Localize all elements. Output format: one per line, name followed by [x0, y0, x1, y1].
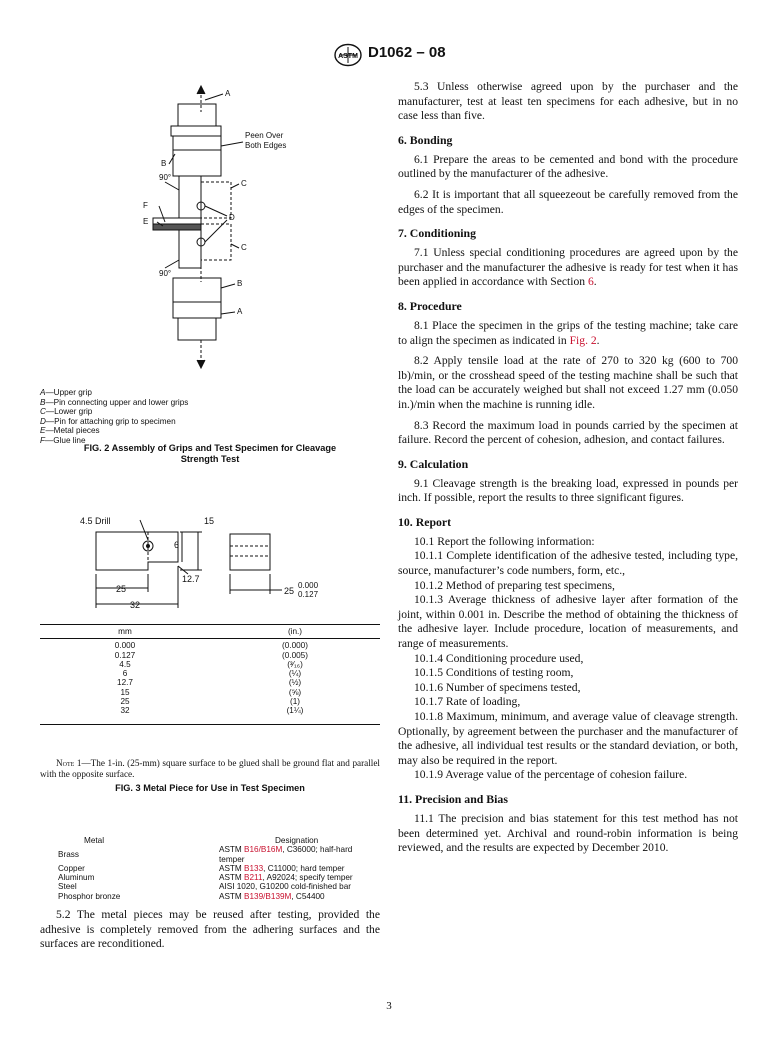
fig2-caption: FIG. 2 Assembly of Grips and Test Specimen for Cleavage Strength Test	[83, 443, 337, 464]
paragraph-8-2: 8.2 Apply tensile load at the rate of 270 to 320 kg (600 to 700 lb)/min, or the crosshead speed of the testing machine shall be such that the load can be accurately weighed but shall not exceed 1.27 mm (0.050 in.)/min when the machine is running idle.	[398, 354, 738, 411]
fig2-legend	[40, 388, 380, 445]
fig2-label-b-bottom: B	[237, 279, 243, 288]
paragraph-10-1-1: 10.1.1 Complete identification of the adhesive tested, including type, source, manufacturer’s code numbers, form, etc.,	[398, 549, 738, 578]
fig3-dim-32: 32	[130, 600, 141, 610]
table-row: 0.000 (0.000)	[114, 641, 308, 651]
fig2-label-b-top: B	[161, 159, 167, 168]
table-row: Aluminum ASTM B211, A92024; specify temper	[58, 873, 353, 883]
legend-item: E—Metal pieces	[40, 426, 100, 435]
table-row: 4.5 (³⁄₁₆)	[119, 659, 303, 669]
section-heading-11: 11. Precision and Bias	[398, 791, 508, 806]
table-row: 32 (1¼)	[120, 706, 304, 716]
fig2-label-e: E	[143, 217, 149, 226]
legend-item: A—Upper grip	[40, 388, 92, 397]
table-row: 25 (1)	[120, 697, 300, 707]
section-heading-9: 9. Calculation	[398, 456, 469, 471]
table-row: 15 (⅝)	[120, 687, 302, 697]
fig2-angle-top: 90°	[159, 173, 172, 182]
section-heading-7: 7. Conditioning	[398, 226, 477, 241]
fig2-angle-bottom: 90°	[159, 269, 172, 278]
legend-item: B—Pin connecting upper and lower grips	[40, 397, 189, 407]
fig2-label-d: D	[229, 213, 235, 222]
paragraph-11-1: 11.1 The precision and bias statement for this test method has not been determined yet. Archival and round-robin information is being reviewed, and the results are expected by December 2010.	[398, 811, 738, 855]
paragraph-10-1-2: 10.1.2 Method of preparing test specimens,	[414, 578, 615, 592]
paragraph-5-3: 5.3 Unless otherwise agreed upon by the purchaser and the manufacturer, test at least ten specimens for each adhesive, but in no case less than five.	[398, 80, 738, 123]
table-row: Brass ASTM B16/B16M, C36000; half-hard temper	[58, 845, 353, 864]
fig3-tol-lower: 0.127	[298, 590, 319, 599]
section-link[interactable]: 6	[587, 275, 594, 289]
legend-item: F—Glue line	[40, 435, 86, 445]
paragraph-9-1: 9.1 Cleavage strength is the breaking load, expressed in pounds per inch. If possible, report the results to three significant figures.	[398, 476, 738, 505]
fig2-label-a-top: A	[225, 89, 231, 98]
page-header	[0, 40, 778, 70]
fig3-dim-12-7: 12.7	[182, 574, 200, 584]
metals-header-designation: Designation	[275, 836, 319, 845]
fig2-assembly-drawing	[135, 82, 295, 374]
fig3-note: Note 1—The 1-in. (25-mm) square surface to be glued shall be ground flat and parallel with the opposite surface.	[40, 758, 380, 779]
astm-logo-icon	[333, 43, 363, 67]
table-row: 0.127 (0.005)	[114, 650, 308, 660]
legend-item: C—Lower grip	[40, 407, 93, 416]
fig3-conversion-table	[40, 624, 380, 725]
fig2-label-f: F	[143, 201, 148, 210]
fig3-dim-6: 6	[174, 540, 180, 550]
table-row: Phosphor bronze ASTM B139/B139M, C54400	[58, 891, 325, 901]
section-heading-8: 8. Procedure	[398, 298, 462, 313]
paragraph-10-1-3: 10.1.3 Average thickness of adhesive layer after formation of the joint, within 0.001 in. Describe the method of obtaining the thickness of the adhesive layer. Include procedure, location of measurements, and range of measurements.	[398, 593, 738, 651]
paragraph-10-1-4: 10.1.4 Conditioning procedure used,	[414, 651, 584, 665]
right-column	[398, 80, 738, 856]
table-header-mm: mm	[118, 627, 132, 636]
document-designation: D1062 – 08	[368, 44, 446, 61]
table-row: 6 (¼)	[122, 669, 302, 679]
table-row: Steel AISI 1020, G10200 cold-finished bar	[58, 882, 351, 892]
reference-link[interactable]: B211	[244, 873, 263, 883]
fig2-peen-label-2: Both Edges	[245, 141, 287, 150]
page-number: 3	[386, 1000, 392, 1012]
fig2-label-a-bottom: A	[237, 307, 243, 316]
paragraph-8-1: 8.1 Place the specimen in the grips of the testing machine; take care to align the specimen as indicated in Fig. 2.	[398, 318, 738, 347]
paragraph-10-1-7: 10.1.7 Rate of loading,	[414, 695, 521, 709]
paragraph-10-1-5: 10.1.5 Conditions of testing room,	[414, 666, 574, 680]
paragraph-10-1: 10.1 Report the following information:	[414, 534, 595, 548]
fig3-drill-label: 4.5 Drill	[80, 516, 111, 526]
figure-link[interactable]: Fig. 2	[569, 333, 597, 347]
fig3-dim-15: 15	[204, 516, 215, 526]
paragraph-5-2: 5.2 The metal pieces may be reused after testing, provided the adhesive is completely removed from the adhering surfaces and the surfaces are reconditioned.	[40, 908, 380, 951]
paragraph-10-1-9: 10.1.9 Average value of the percentage of cohesion failure.	[414, 768, 688, 782]
paragraph-10-1-6: 10.1.6 Number of specimens tested,	[414, 680, 581, 694]
paragraph-6-1: 6.1 Prepare the areas to be cemented and bond with the procedure outlined by the manufacturer of the adhesive.	[398, 152, 738, 181]
paragraph-10-1-8: 10.1.8 Maximum, minimum, and average value of cleavage strength. Optionally, by agreement between the purchaser and the manufacturer of the adhesive, all individual test results or the standard deviation, or both, may also be required in the report.	[398, 710, 738, 767]
fig3-caption: FIG. 3 Metal Piece for Use in Test Specimen	[115, 783, 305, 793]
section-heading-6: 6. Bonding	[398, 132, 453, 147]
reference-link[interactable]: B16/B16M	[244, 845, 283, 855]
metals-header-metal: Metal	[84, 836, 105, 845]
svg-text:ASTM: ASTM	[338, 53, 358, 60]
fig2-label-c-top: C	[241, 179, 247, 188]
fig2-label-c-bottom: C	[241, 243, 247, 252]
fig3-metal-piece-drawing	[70, 510, 370, 610]
table-row: Copper ASTM B133, C11000; hard temper	[58, 863, 345, 873]
table-header-in: (in.)	[287, 627, 303, 636]
paragraph-7-1: 7.1 Unless special conditioning procedures are agreed upon by the purchaser and the manufacturer the adhesive is ready for test when it has been applied in accordance with Section 6.	[398, 246, 738, 289]
legend-item: D—Pin for attaching grip to specimen	[40, 416, 176, 426]
reference-link[interactable]: B133	[244, 863, 264, 873]
section-heading-10: 10. Report	[398, 514, 452, 529]
metals-table	[40, 836, 380, 901]
table-row: 12.7 (½)	[117, 678, 302, 688]
fig3-dim-25: 25	[116, 584, 127, 594]
fig2-peen-label-1: Peen Over	[245, 131, 284, 140]
fig3-tol-upper: 0.000	[298, 581, 319, 590]
reference-link[interactable]: B139/B139M	[244, 891, 292, 901]
paragraph-8-3: 8.3 Record the maximum load in pounds carried by the specimen at failure. Record the percent of cohesion, adhesion, and contact failures.	[398, 418, 738, 447]
paragraph-6-2: 6.2 It is important that all squeezeout be carefully removed from the edges of the specimen.	[398, 187, 738, 216]
fig3-dim-25-right: 25	[284, 586, 295, 596]
